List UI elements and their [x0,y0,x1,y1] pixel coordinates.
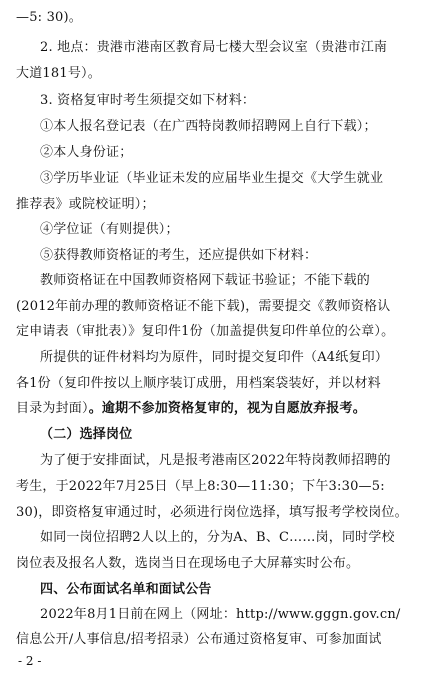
list-item: ④学位证（有则提供）； [40,222,179,237]
text-line: 大道181号）。 [16,66,101,81]
section-heading: （二）选择岗位 [40,427,133,442]
text-line: 2. 地点：贵港市港南区教育局七楼大型会议室（贵港市江南 [40,40,388,55]
text-line: 推荐表》或院校证明）； [16,197,155,212]
text-line: 教师资格证在中国教师资格网下载证书验证；不能下载的 [40,273,371,288]
text-line: 3. 资格复审时考生须提交如下材料： [40,93,256,108]
section-heading: 四、公布面试名单和面试公告 [40,582,212,597]
text-line: 为了便于安排面试，凡是报考港南区2022年特岗教师招聘的 [40,453,391,468]
text-line: (2012年前办理的教师资格证不能下载)，需要提交《教师资格认 [16,299,391,314]
list-item: ⑤获得教师资格证的考生，还应提供如下材料： [40,248,318,263]
text-line [16,401,440,417]
text-line: —5: 30)。 [16,10,82,25]
text-line: 各1份（复印件按以上顺序装订成册，用档案袋装好，并以材料 [16,376,381,391]
list-item: ③学历毕业证（毕业证未发的应届毕业生提交《大学生就业 [40,171,384,186]
text-line: 岗位表及报名人数，选岗当日在现场电子大屏幕实时公布。 [16,556,360,571]
page-number: - 2 - [18,654,42,668]
text-line: 考生，于2022年7月25日（早上8:30—11:30；下午3:30—5: [16,479,385,494]
list-item: ②本人身份证； [40,145,133,160]
text-line: 如同一岗位招聘2人以上的，分为A、B、C……岗，同时学校 [40,530,395,545]
text-line: 30)，即资格复审通过时，必须进行岗位选择，填写报考学校岗位。 [16,505,408,520]
deadline-warning: 。逾期不参加资格复审的，视为自愿放弃报考。 [88,401,366,416]
text-line-regular: 目录为封面） [16,401,89,416]
list-item: ①本人报名登记表（在广西特岗教师招聘网上自行下载）； [40,119,377,134]
text-line: 定申请表（审批表）》复印件1份（加盖提供复印件单位的公章）。 [16,324,395,339]
text-line: 信息公开/人事信息/招考招录）公布通过资格复审、可参加面试 [16,632,382,647]
text-line: 2022年8月1日前在网上（网址：http://www.gggn.gov.cn/ [40,607,401,622]
text-line: 所提供的证件材料均为原件，同时提交复印件（A4纸复印） [40,350,389,365]
